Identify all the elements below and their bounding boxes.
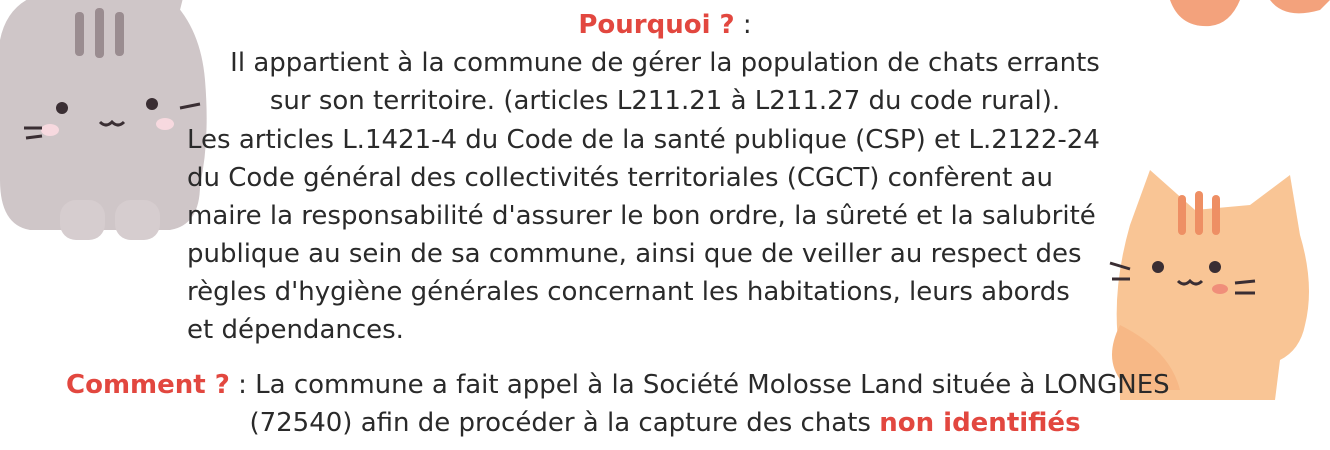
- how-line-2: [0, 406, 1330, 440]
- orange-cat-illustration: [1100, 165, 1330, 400]
- why-body-line-5: règles d'hygiène générales concernant les habitations, leurs abords: [187, 277, 1070, 307]
- how-text: : La commune a fait appel à la Société Molosse Land située à LONGNES: [229, 370, 1170, 400]
- why-body-line-2: du Code général des collectivités territoriales (CGCT) confèrent au: [187, 163, 1053, 193]
- why-body-line-1: Les articles L.1421-4 du Code de la santé publique (CSP) et L.2122-24: [187, 125, 1100, 155]
- why-intro-line-1: Il appartient à la commune de gérer la population de chats errants: [230, 48, 1100, 78]
- why-body-line-3: maire la responsabilité d'assurer le bon ordre, la sûreté et la salubrité: [187, 201, 1096, 231]
- why-body-line-4: publique au sein de sa commune, ainsi que de veiller au respect des: [187, 239, 1082, 269]
- why-heading: Pourquoi ?: [578, 10, 735, 40]
- why-intro-line-2: sur son territoire. (articles L211.21 à L211.27 du code rural).: [269, 86, 1061, 116]
- how-line-1: [66, 368, 1170, 402]
- how-text-2: (72540) afin de procéder à la capture des chats: [249, 408, 880, 438]
- why-body-line-6: et dépendances.: [187, 315, 404, 345]
- why-colon: :: [734, 10, 752, 40]
- non-identified-emphasis: non identifiés: [879, 408, 1081, 438]
- why-title-line: [0, 8, 1330, 42]
- how-heading: Comment ?: [66, 370, 230, 400]
